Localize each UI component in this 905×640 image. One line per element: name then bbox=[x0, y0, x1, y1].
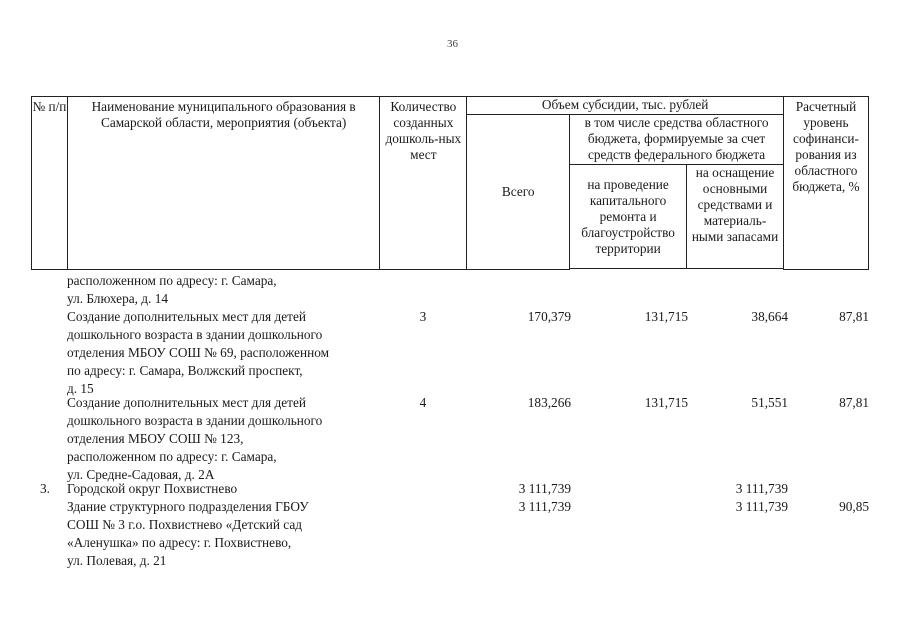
name-line: расположенном по адресу: г. Самара, bbox=[67, 449, 277, 464]
row-total: 170,379 bbox=[527, 309, 571, 324]
name-line: по адресу: г. Самара, Волжский проспект, bbox=[67, 363, 303, 378]
row-equipment: 38,664 bbox=[751, 309, 788, 324]
row-equipment: 3 111,739 bbox=[735, 481, 788, 496]
row-total: 3 111,739 bbox=[518, 499, 571, 514]
header-name: Наименование муниципального образования в Самарской области, мероприятия (объекта) bbox=[67, 97, 379, 270]
name-line: Городской округ Похвистнево bbox=[67, 481, 238, 496]
name-line: д. 15 bbox=[67, 381, 94, 396]
header-no: № п/п bbox=[32, 97, 68, 270]
header-equipment: на оснащение основными средствами и материаль-ными запасами bbox=[687, 165, 784, 269]
row-name bbox=[67, 308, 379, 398]
name-line: отделения МБОУ СОШ № 123, bbox=[67, 431, 244, 446]
name-line: ул. Полевая, д. 21 bbox=[67, 553, 167, 568]
name-line: «Аленушка» по адресу: г. Похвистнево, bbox=[67, 535, 292, 550]
row-total: 183,266 bbox=[527, 395, 571, 410]
header-capital: на проведение капитального ремонта и благоустройство территории bbox=[570, 165, 687, 269]
name-line: ул. Средне-Садовая, д. 2А bbox=[67, 467, 215, 482]
row-number: 3. bbox=[40, 481, 50, 496]
name-line: Создание дополнительных мест для детей bbox=[67, 395, 306, 410]
name-line: Здание структурного подразделения ГБОУ bbox=[67, 499, 309, 514]
row-name bbox=[67, 498, 379, 570]
row-capital: 131,715 bbox=[644, 309, 688, 324]
row-name bbox=[67, 272, 379, 308]
row-capital: 131,715 bbox=[644, 395, 688, 410]
row-equipment: 51,551 bbox=[751, 395, 788, 410]
header-qty: Количество созданных дошколь-ных мест bbox=[380, 97, 467, 270]
header-federal: в том числе средства областного бюджета, формируемые за счет средств федерального бюджета bbox=[570, 115, 784, 165]
name-line: дошкольного возраста в здании дошкольного bbox=[67, 327, 323, 342]
row-name bbox=[67, 394, 379, 484]
table-header bbox=[31, 96, 869, 270]
name-line: ул. Блюхера, д. 14 bbox=[67, 291, 168, 306]
row-level: 87,81 bbox=[839, 309, 869, 324]
name-line: СОШ № 3 г.о. Похвистнево «Детский сад bbox=[67, 517, 303, 532]
row-qty: 4 bbox=[419, 395, 427, 410]
row-level: 87,81 bbox=[839, 395, 869, 410]
name-line: Создание дополнительных мест для детей bbox=[67, 309, 306, 324]
row-level: 90,85 bbox=[839, 499, 869, 514]
row-qty: 3 bbox=[419, 309, 427, 324]
row-equipment: 3 111,739 bbox=[735, 499, 788, 514]
name-line: отделения МБОУ СОШ № 69, расположенном bbox=[67, 345, 330, 360]
row-total: 3 111,739 bbox=[518, 481, 571, 496]
name-line: расположенном по адресу: г. Самара, bbox=[67, 273, 277, 288]
page-number: 36 bbox=[447, 38, 458, 50]
header-total: Всего bbox=[467, 115, 570, 270]
name-line: дошкольного возраста в здании дошкольного bbox=[67, 413, 323, 428]
header-volume: Объем субсидии, тыс. рублей bbox=[467, 97, 784, 115]
row-name bbox=[67, 480, 379, 498]
header-level: Расчетный уровень софинанси-рования из областного бюджета, % bbox=[783, 97, 868, 270]
